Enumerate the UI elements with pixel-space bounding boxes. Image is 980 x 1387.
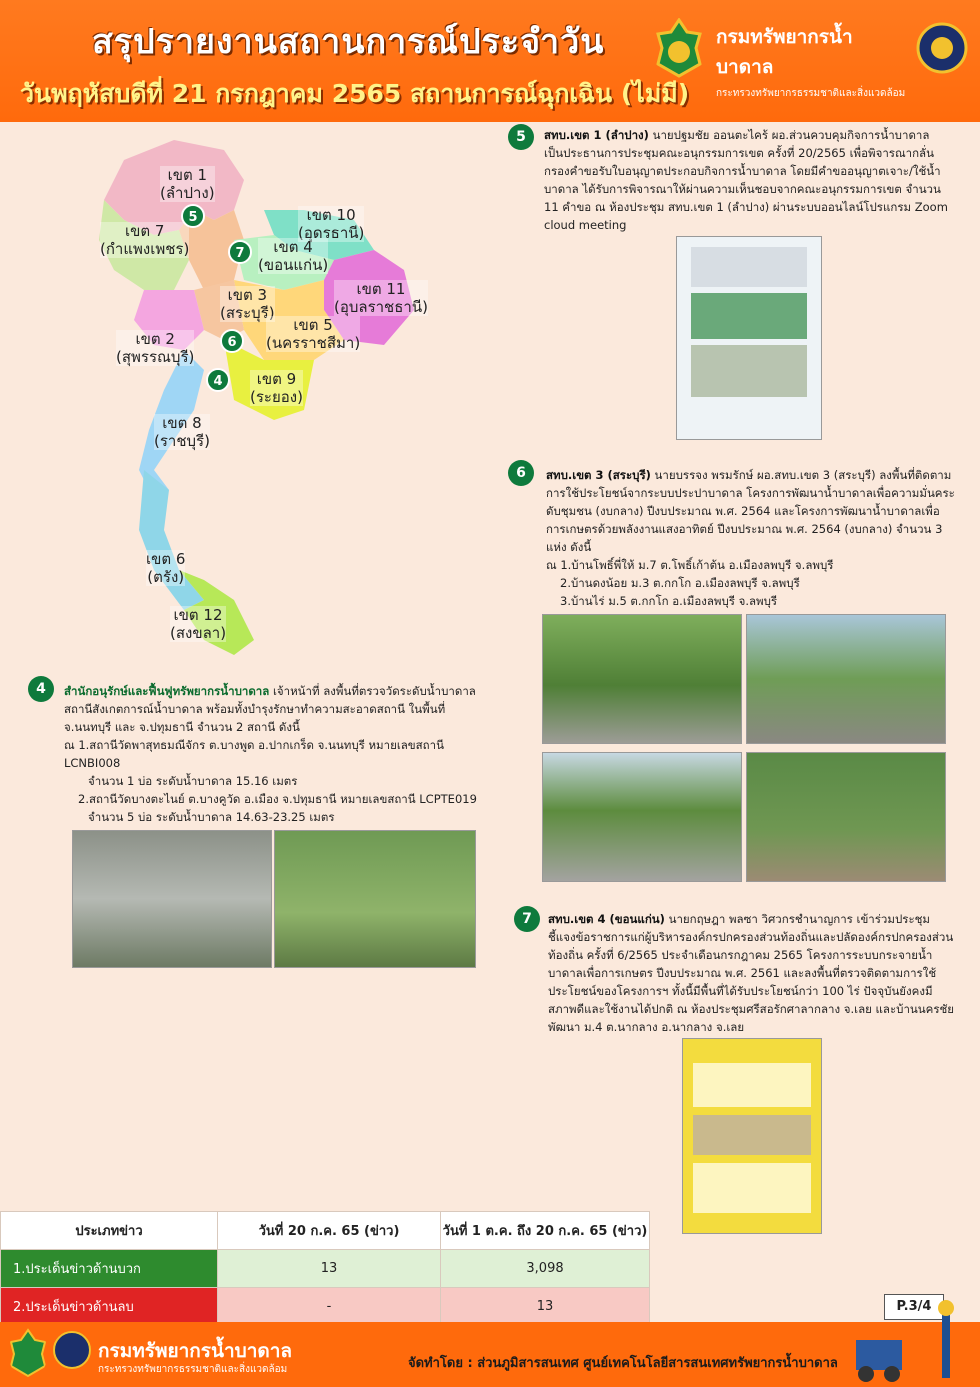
zone-label-8: เขต 8 (ราชบุรี)	[154, 414, 210, 450]
zone-label-1: เขต 1 (ลำปาง)	[160, 166, 215, 202]
map-badge-6: 6	[220, 329, 244, 353]
footer-made-by: จัดทำโดย : ส่วนภูมิสารสนเทศ ศูนย์เทคโนโลยีสารสนเทศทรัพยากรน้ำบาดาล	[408, 1356, 838, 1371]
table-header-day: วันที่ 20 ก.ค. 65 (ข่าว)	[218, 1212, 441, 1250]
zone-label-12: เขต 12 (สงขลา)	[170, 606, 227, 642]
item-5-meeting-photo	[676, 236, 822, 440]
zone-label-3: เขต 3 (สระบุรี)	[220, 286, 275, 322]
row-day-positive: 13	[218, 1250, 441, 1288]
item-5-number: 5	[508, 124, 534, 150]
table-row	[1, 1288, 650, 1326]
item-5-text: สทบ.เขต 1 (ลำปาง) นายปฐมชัย ออนตะไคร้ ผอ.ส่วนควบคุมกิจการน้ำบาดาล เป็นประธานการประชุมคณะอนุกรรมการเขต ครั้งที่ 20/2565 เพื่อพิจารณากลั่นกรองคำขอรับใบอนุญาตประกอบกิจการน้ำบาดาล โดยมีคำขออนุญาตเจาะ/ใช้น้ำบาดาล ได้รับการพิจารณาให้ผ่านความเห็นชอบจากคณะอนุกรรมการเขต จำนวน 11 คำขอ ณ ห้องประชุม สทบ.เขต 1 (ลำปาง) ผ่านระบบออนไลน์โปรแกรม Zoom cloud meeting	[544, 128, 948, 232]
map-badge-5: 5	[181, 204, 205, 228]
zone-label-9: เขต 9 (ระยอง)	[250, 370, 303, 406]
zone-label-5: เขต 5 (นครราชสีมา)	[266, 316, 361, 352]
item-7-text: สทบ.เขต 4 (ขอนแก่น) นายกฤษฎา พลซา วิศวกรชำนาญการ เข้าร่วมประชุมชี้แจงข้อราชการแก่ผู้บริหารองค์กรปกครองส่วนท้องถิ่นและปลัดองค์กรปกครองส่วนท้องถิ่น ครั้งที่ 6/2565 ประจำเดือนกรกฎาคม 2565 โครงการระบบกระจายน้ำบาดาลเพื่อการเกษตร ปีงบประมาณ พ.ศ. 2561 และลงพื้นที่ตรวจติดตามการใช้ประโยชน์ของโครงการฯ ทั้งนี้มีพื้นที่ได้รับประโยชน์กว่า 100 ไร่ ปัจจุบันยังคงมีสภาพดีและใช้งานได้ปกติ ณ ห้องประชุมศรีสอรักศาลากลาง จ.เลย และบ้านนครชัยพัฒนา ม.4 ต.นากลาง อ.นากลาง จ.เลย	[548, 912, 955, 1034]
item-7-number: 7	[514, 906, 540, 932]
item-6-number: 6	[508, 460, 534, 486]
item-4-photo-2	[274, 830, 476, 968]
table-header-type: ประเภทข่าว	[1, 1212, 218, 1250]
item-4-number: 4	[28, 676, 54, 702]
zone-label-7: เขต 7 (กำแพงเพชร)	[100, 222, 190, 258]
map-badge-4: 4	[206, 368, 230, 392]
item-6-photo-1	[542, 614, 742, 744]
item-4-text: สำนักอนุรักษ์และฟื้นฟูทรัพยากรน้ำบาดาล เจ้าหน้าที่ ลงพื้นที่ตรวจวัดระดับน้ำบาดาลสถานีสังเกตการณ์น้ำบาดาล พร้อมทั้งบำรุงรักษาทำความสะอาดสถานี ในพื้นที่ จ.นนทบุรี และ จ.ปทุมธานี จำนวน 2 สถานี ดังนี้ ณ 1.สถานีวัดพาสุทธมณีจักร ต.บางพูด อ.ปากเกร็ด จ.นนทบุรี หมายเลขสถานี LCNBI008 จำนวน 1 บ่อ ระดับน้ำบาดาล 15.16 เมตร 2.สถานีวัดบางตะไนย์ ต.บางคูวัด อ.เมือง จ.ปทุมธานี หมายเลขสถานี LCPTE019 จำนวน 5 บ่อ ระดับน้ำบาดาล 14.63-23.25 เมตร	[64, 684, 477, 824]
row-total-positive: 3,098	[441, 1250, 650, 1288]
map-badge-7: 7	[228, 240, 252, 264]
zone-label-6: เขต 6 (ตรัง)	[146, 550, 186, 586]
item-6-photo-4	[746, 752, 946, 882]
zone-label-2: เขต 2 (สุพรรณบุรี)	[116, 330, 195, 366]
page-number: P.3/4	[884, 1294, 944, 1320]
row-day-negative: -	[218, 1288, 441, 1326]
drilling-rig-icon	[846, 1300, 976, 1385]
footer-department-emblem-icon	[8, 1328, 48, 1378]
department-emblem-icon	[652, 18, 706, 78]
table-row	[1, 1250, 650, 1288]
footer-org-name: กรมทรัพยากรน้ำบาดาล	[98, 1340, 293, 1362]
zone-label-11: เขต 11 (อุบลราชธานี)	[334, 280, 428, 316]
table-header-total: วันที่ 1 ต.ค. ถึง 20 ก.ค. 65 (ข่าว)	[441, 1212, 650, 1250]
footer-ministry-emblem-icon	[52, 1330, 92, 1370]
header-org	[716, 22, 906, 101]
row-total-negative: 13	[441, 1288, 650, 1326]
footer-org-sub: กระทรวงทรัพยากรธรรมชาติและสิ่งแวดล้อม	[98, 1364, 288, 1375]
item-6-photo-3	[542, 752, 742, 882]
news-stats-table	[0, 1211, 650, 1326]
page-title: สรุปรายงานสถานการณ์ประจำวัน	[92, 22, 605, 62]
item-7-news-clipping	[682, 1038, 822, 1234]
row-label-negative: 2.ประเด็นข่าวด้านลบ	[1, 1288, 218, 1326]
header-org-name: กรมทรัพยากรน้ำบาดาล	[716, 26, 853, 78]
item-4-photo-1	[72, 830, 272, 968]
row-label-positive: 1.ประเด็นข่าวด้านบวก	[1, 1250, 218, 1288]
item-6-text: สทบ.เขต 3 (สระบุรี) นายบรรจง พรมรักษ์ ผอ.สทบ.เขต 3 (สระบุรี) ลงพื้นที่ติดตามการใช้ประโยชน์จากระบบประปาบาดาล โครงการพัฒนาน้ำบาดาลเพื่อความมั่นคระดับชุมชน (งบกลาง) ปีงบประมาณ พ.ศ. 2564 และโครงการพัฒนาน้ำบาดาลเพื่อการเกษตรด้วยพลังงานแสงอาทิตย์ ปีงบประมาณ พ.ศ. 2564 (งบกลาง) จำนวน 3 แห่ง ดังนี้ ณ 1.บ้านโพธิ์พี่ให้ ม.7 ต.โพธิ์เก้าต้น อ.เมืองลพบุรี จ.ลพบุรี 2.บ้านดงน้อย ม.3 ต.กกโก อ.เมืองลพบุรี จ.ลพบุรี 3.บ้านไร่ ม.5 ต.กกโก อ.เมืองลพบุรี จ.ลพบุรี	[546, 468, 955, 608]
header-org-sub: กระทรวงทรัพยากรธรรมชาติและสิ่งแวดล้อม	[716, 88, 906, 99]
item-6-photo-2	[746, 614, 946, 744]
zone-label-4: เขต 4 (ขอนแก่น)	[258, 238, 329, 274]
page-subtitle: วันพฤหัสบดีที่ 21 กรกฎาคม 2565 สถานการณ์ฉุกเฉิน (ไม่มี)	[20, 79, 690, 108]
ministry-emblem-icon	[916, 22, 968, 74]
zone-label-10: เขต 10 (อุดรธานี)	[298, 206, 365, 242]
